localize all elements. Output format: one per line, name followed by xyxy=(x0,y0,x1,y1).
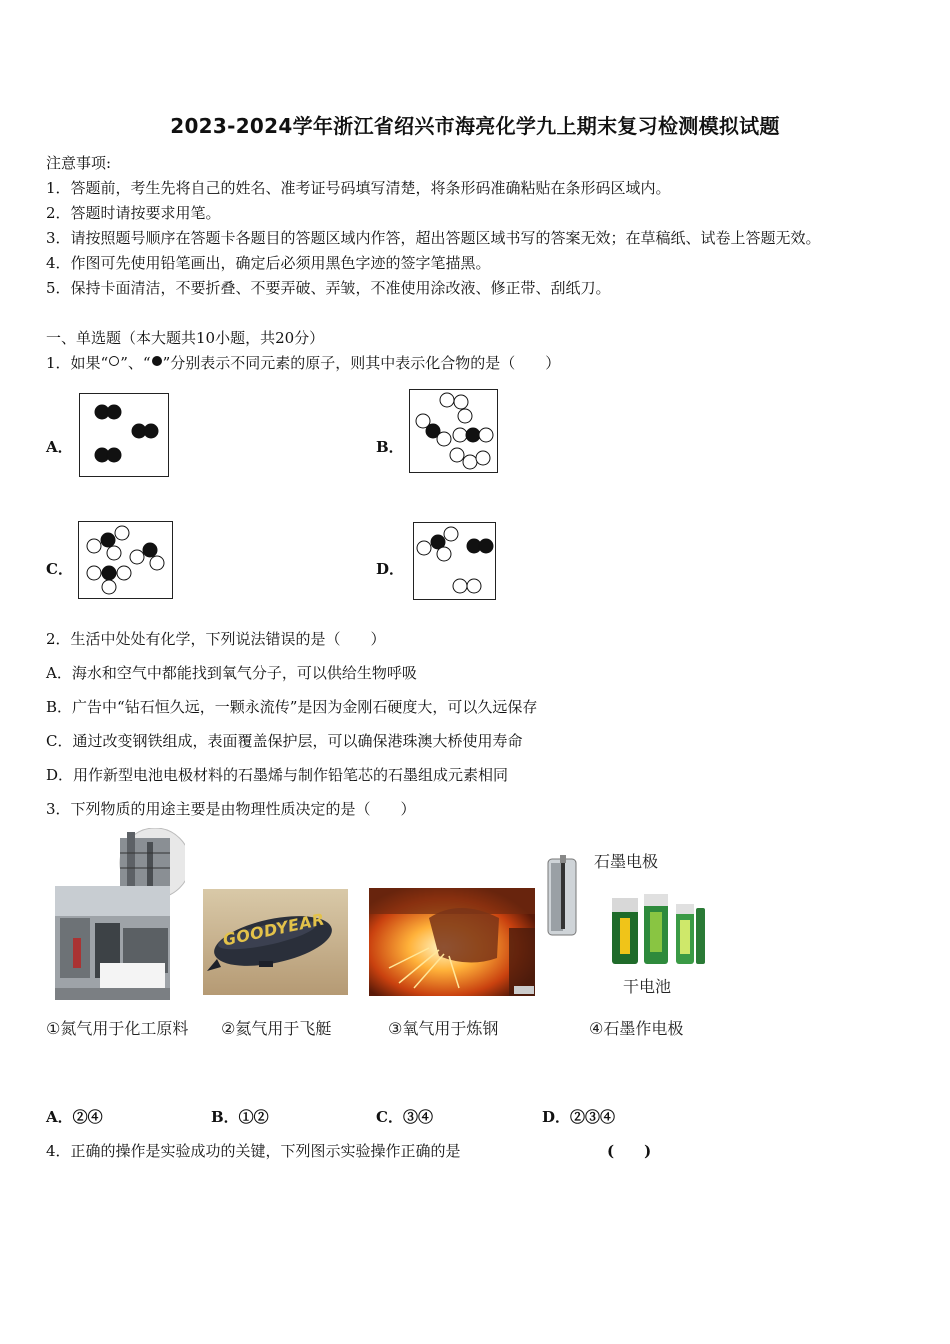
q1-option-a-diagram xyxy=(79,393,169,477)
question-4-stem: 4．正确的操作是实验成功的关键，下列图示实验操作正确的是 xyxy=(46,1142,461,1160)
note-item: 4．作图可先使用铅笔画出，确定后必须用黑色字迹的签字笔描黑。 xyxy=(46,254,491,272)
q3-option-c: C．③④ xyxy=(376,1108,433,1126)
white-atom-icon xyxy=(108,356,120,370)
photo-caption-1: ①氮气用于化工原料 xyxy=(46,1019,189,1038)
molecule-diagram-c xyxy=(79,522,172,598)
q1-option-b-diagram xyxy=(409,389,498,473)
molecule-diagram-a xyxy=(80,394,168,476)
q3-option-a: A．②④ xyxy=(46,1108,103,1126)
note-item: 1．答题前，考生先将自己的姓名、准考证号码填写清楚，将条形码准确粘贴在条形码区域内。 xyxy=(46,179,671,197)
steelmaking-image xyxy=(369,888,535,996)
photo-caption-3: ③氧气用于炼钢 xyxy=(388,1019,499,1038)
molecule-diagram-b xyxy=(410,390,497,472)
dry-batteries-photo xyxy=(610,892,706,966)
steelmaking-photo xyxy=(369,888,535,996)
section-heading: 一、单选题（本大题共10小题，共20分） xyxy=(46,329,325,347)
q1-option-d-label: D． xyxy=(376,560,405,578)
notes-heading: 注意事项: xyxy=(46,154,112,172)
q1-option-d-diagram xyxy=(413,522,496,600)
note-item: 3．请按照题号顺序在答题卡各题目的答题区域内作答，超出答题区域书写的答案无效；在草稿纸、试卷上答题无效。 xyxy=(46,229,821,247)
note-item: 5．保持卡面清洁，不要折叠、不要弄破、弄皱，不准使用涂改液、修正带、刮纸刀。 xyxy=(46,279,611,297)
q3-option-d: D．②③④ xyxy=(542,1108,616,1126)
graphite-electrode-label: 石墨电极 xyxy=(594,852,659,871)
q2-option: D．用作新型电池电极材料的石墨烯与制作铅笔芯的石墨组成元素相同 xyxy=(46,766,509,784)
q2-option: C．通过改变钢铁组成，表面覆盖保护层，可以确保港珠澳大桥使用寿命 xyxy=(46,732,523,750)
photo-caption-4: ④石墨作电极 xyxy=(589,1019,684,1038)
q1-stem-part: ”分别表示不同元素的原子，则其中表示化合物的是（ ） xyxy=(162,354,561,372)
photo-caption-2: ②氦气用于飞艇 xyxy=(221,1019,332,1038)
q1-option-a-label: A． xyxy=(46,438,73,456)
q1-option-c-label: C． xyxy=(46,560,73,578)
q1-option-b-label: B． xyxy=(376,438,404,456)
page-title: 2023-2024学年浙江省绍兴市海亮化学九上期末复习检测模拟试题 xyxy=(170,114,780,138)
q2-option: B．广告中“钻石恒久远，一颗永流传”是因为金刚石硬度大，可以久远保存 xyxy=(46,698,538,716)
note-item: 2．答题时请按要求用笔。 xyxy=(46,204,221,222)
blimp-logo-text: GOODYEAR xyxy=(221,909,327,950)
q1-stem-part: ”、“ xyxy=(120,354,151,372)
question-4-answer-paren: ( ) xyxy=(607,1142,652,1160)
chemical-plant-photo xyxy=(55,828,185,1000)
battery-cross-section-image xyxy=(545,853,580,939)
battery-cross-section xyxy=(545,853,580,939)
dry-batteries-image xyxy=(610,892,706,966)
dry-battery-label: 干电池 xyxy=(623,977,672,996)
molecule-diagram-d xyxy=(414,523,495,599)
q2-option: A．海水和空气中都能找到氧气分子，可以供给生物呼吸 xyxy=(46,664,417,682)
chemical-plant-image xyxy=(55,828,185,1000)
question-2-stem: 2．生活中处处有化学，下列说法错误的是（ ） xyxy=(46,630,386,648)
q1-stem-part: 1．如果“ xyxy=(46,354,109,372)
question-1-stem xyxy=(46,352,560,373)
q3-option-b: B．①② xyxy=(211,1108,269,1126)
black-atom-icon xyxy=(151,356,163,370)
q1-option-c-diagram xyxy=(78,521,173,599)
question-3-stem: 3．下列物质的用途主要是由物理性质决定的是（ ） xyxy=(46,800,416,818)
